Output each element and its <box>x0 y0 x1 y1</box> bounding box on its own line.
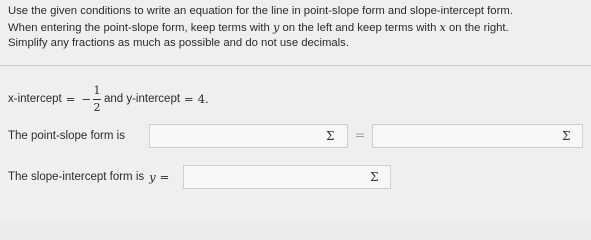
equals-sign: = <box>159 170 170 184</box>
variable-x: x <box>439 20 446 34</box>
instruction-line-3: Simplify any fractions as much as possible and do not use decimals. <box>8 37 349 49</box>
fraction <box>93 85 101 114</box>
equals-sign: = <box>184 92 194 106</box>
sigma-icon[interactable]: Σ <box>326 129 335 143</box>
point-slope-left-input[interactable] <box>149 124 348 148</box>
instruction-line-1: Use the given conditions to write an equation for the line in point-slope form and slope-intercept form. <box>8 5 513 17</box>
y-intercept-label: and y-intercept <box>103 93 181 105</box>
slope-intercept-row <box>8 163 173 191</box>
equals-sign: = <box>355 128 366 142</box>
slope-intercept-input[interactable] <box>183 165 391 189</box>
instruction-text: on the right. <box>445 21 509 34</box>
variable-y: y <box>272 20 280 34</box>
minus-sign: − <box>81 92 91 106</box>
instruction-line-2 <box>8 20 584 37</box>
fraction-numerator: 1 <box>93 83 101 97</box>
slope-intercept-label: The slope-intercept form is <box>8 171 145 183</box>
sigma-icon[interactable]: Σ <box>370 170 379 184</box>
divider <box>0 65 591 66</box>
equals-sign: = <box>65 92 76 106</box>
x-intercept-label: x-intercept <box>8 93 62 105</box>
sigma-icon[interactable]: Σ <box>562 129 571 143</box>
point-slope-right-input[interactable] <box>372 124 583 148</box>
fraction-denominator: 2 <box>93 100 101 114</box>
instructions <box>8 4 584 52</box>
instruction-text: When entering the point-slope form, keep terms with <box>8 21 273 34</box>
instruction-text: on the left and keep terms with <box>279 21 440 34</box>
y-intercept-value: 4. <box>197 92 209 106</box>
fraction-bar <box>93 99 101 100</box>
variable-y: y <box>149 170 156 184</box>
point-slope-label: The point-slope form is <box>8 130 125 142</box>
given-conditions <box>8 79 209 119</box>
point-slope-row <box>8 122 125 150</box>
